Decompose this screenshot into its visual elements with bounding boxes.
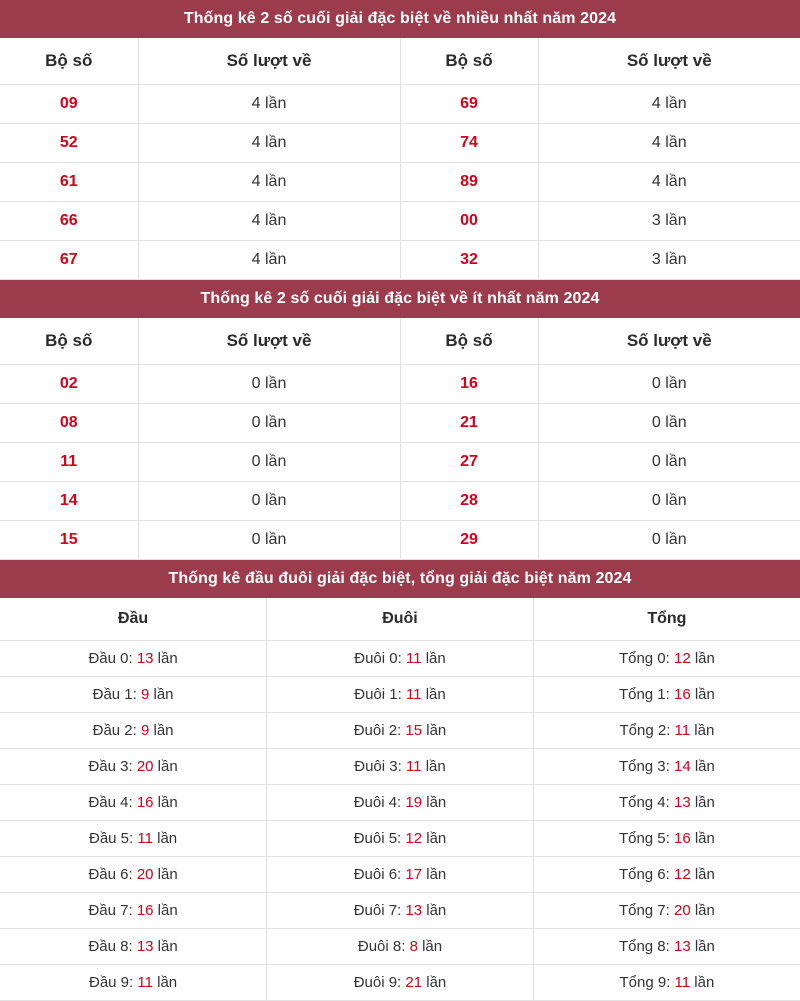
cell-count: 4 lần (538, 85, 800, 124)
stat-value: 11 (405, 758, 422, 775)
table-row (0, 713, 800, 749)
cell-stat (0, 857, 267, 893)
stat-value: 11 (674, 722, 691, 739)
table-row (0, 404, 800, 443)
cell-stat (0, 821, 267, 857)
column-header-boso-1: Bộ số (0, 38, 138, 85)
table-row (0, 443, 800, 482)
cell-stat (267, 641, 534, 677)
cell-stat (267, 677, 534, 713)
stat-label: Tổng 4: (618, 794, 674, 811)
stat-unit: lần (153, 902, 178, 919)
cell-number: 74 (400, 124, 538, 163)
table-row (0, 521, 800, 560)
stat-value: 8 (409, 938, 418, 955)
cell-stat (533, 641, 800, 677)
stat-label: Tổng 6: (618, 866, 674, 883)
stat-unit: lần (153, 866, 178, 883)
table-row (0, 749, 800, 785)
stat-value: 21 (405, 974, 423, 991)
table-most-frequent (0, 38, 800, 280)
cell-count: 4 lần (138, 202, 400, 241)
table-row (0, 677, 800, 713)
cell-stat (267, 713, 534, 749)
stat-value: 16 (136, 794, 154, 811)
section-header-least: Thống kê 2 số cuối giải đặc biệt về ít nhất năm 2024 (0, 280, 800, 318)
table-body-least (0, 365, 800, 560)
column-header-boso-2: Bộ số (400, 38, 538, 85)
column-header-dau: Đầu (0, 598, 267, 641)
cell-number: 52 (0, 124, 138, 163)
stat-label: Đầu 3: (88, 758, 137, 775)
stat-value: 13 (136, 650, 154, 667)
column-header-boso-1: Bộ số (0, 318, 138, 365)
cell-count: 3 lần (538, 241, 800, 280)
column-header-soluotve-1: Số lượt về (138, 38, 400, 85)
stat-label: Tổng 9: (619, 974, 675, 991)
cell-stat (533, 749, 800, 785)
cell-stat (533, 677, 800, 713)
cell-number: 89 (400, 163, 538, 202)
stat-label: Đầu 5: (89, 830, 138, 847)
table-row (0, 641, 800, 677)
column-header-soluotve-2: Số lượt về (538, 38, 800, 85)
cell-number: 66 (0, 202, 138, 241)
cell-stat (533, 893, 800, 929)
stat-label: Tổng 1: (618, 686, 674, 703)
stat-label: Đuôi 9: (353, 974, 406, 991)
cell-number: 00 (400, 202, 538, 241)
stat-label: Đầu 4: (88, 794, 137, 811)
stat-value: 19 (405, 794, 423, 811)
cell-count: 4 lần (538, 163, 800, 202)
cell-count: 4 lần (538, 124, 800, 163)
table-row (0, 785, 800, 821)
stat-unit: lần (690, 830, 715, 847)
stat-value: 20 (673, 902, 691, 919)
stat-value: 16 (673, 830, 691, 847)
stat-unit: lần (153, 650, 178, 667)
stat-value: 12 (673, 650, 691, 667)
cell-stat (0, 641, 267, 677)
cell-number: 32 (400, 241, 538, 280)
stat-value: 12 (673, 866, 691, 883)
stat-unit: lần (690, 974, 715, 991)
cell-count: 0 lần (538, 482, 800, 521)
cell-count: 0 lần (538, 521, 800, 560)
cell-stat (267, 929, 534, 965)
cell-count: 3 lần (538, 202, 800, 241)
cell-number: 69 (400, 85, 538, 124)
stat-value: 11 (674, 974, 691, 991)
stat-value: 13 (405, 902, 423, 919)
table-row (0, 929, 800, 965)
cell-stat (533, 857, 800, 893)
cell-count: 4 lần (138, 241, 400, 280)
table-head-tail-sum (0, 598, 800, 1001)
stat-label: Đuôi 8: (357, 938, 410, 955)
stat-unit: lần (149, 686, 174, 703)
stat-unit: lần (690, 758, 715, 775)
cell-count: 0 lần (138, 521, 400, 560)
cell-stat (0, 713, 267, 749)
cell-stat (0, 893, 267, 929)
stat-label: Đuôi 3: (354, 758, 406, 775)
stat-unit: lần (421, 686, 446, 703)
stat-label: Tổng 0: (618, 650, 674, 667)
stat-unit: lần (690, 866, 715, 883)
stat-value: 11 (405, 686, 422, 703)
stat-label: Tổng 8: (618, 938, 674, 955)
cell-stat (267, 821, 534, 857)
stat-label: Đầu 0: (88, 650, 137, 667)
cell-number: 61 (0, 163, 138, 202)
stat-label: Tổng 5: (618, 830, 674, 847)
cell-count: 0 lần (138, 443, 400, 482)
stat-value: 14 (673, 758, 691, 775)
cell-count: 0 lần (138, 482, 400, 521)
table-least-frequent (0, 318, 800, 560)
column-header-tong: Tổng (533, 598, 800, 641)
cell-stat (533, 929, 800, 965)
stat-label: Đuôi 5: (353, 830, 406, 847)
stat-value: 15 (405, 722, 423, 739)
cell-stat (267, 785, 534, 821)
stat-unit: lần (422, 974, 447, 991)
column-header-soluotve-1: Số lượt về (138, 318, 400, 365)
table-body-headtail (0, 641, 800, 1001)
cell-number: 27 (400, 443, 538, 482)
table-row (0, 857, 800, 893)
stat-value: 11 (405, 650, 422, 667)
stat-unit: lần (690, 650, 715, 667)
cell-stat (267, 857, 534, 893)
cell-stat (267, 893, 534, 929)
cell-count: 4 lần (138, 124, 400, 163)
column-header-duoi: Đuôi (267, 598, 534, 641)
cell-number: 14 (0, 482, 138, 521)
cell-stat (533, 785, 800, 821)
cell-number: 67 (0, 241, 138, 280)
stat-value: 13 (136, 938, 154, 955)
stat-unit: lần (690, 686, 715, 703)
stat-value: 12 (405, 830, 423, 847)
table-row (0, 482, 800, 521)
stat-unit: lần (690, 794, 715, 811)
stat-unit: lần (422, 794, 447, 811)
stat-label: Đầu 9: (89, 974, 138, 991)
table-row (0, 365, 800, 404)
stat-label: Đuôi 1: (354, 686, 406, 703)
stat-unit: lần (422, 866, 447, 883)
cell-number: 02 (0, 365, 138, 404)
cell-stat (533, 713, 800, 749)
cell-count: 4 lần (138, 85, 400, 124)
stat-value: 16 (673, 686, 691, 703)
stat-unit: lần (422, 902, 447, 919)
cell-stat (0, 785, 267, 821)
column-header-soluotve-2: Số lượt về (538, 318, 800, 365)
stat-label: Đuôi 0: (354, 650, 406, 667)
table-row (0, 163, 800, 202)
stat-unit: lần (153, 938, 178, 955)
stat-value: 13 (673, 794, 691, 811)
stat-unit: lần (417, 938, 443, 955)
cell-stat (0, 929, 267, 965)
table-row (0, 241, 800, 280)
cell-count: 0 lần (538, 443, 800, 482)
stat-label: Tổng 2: (619, 722, 675, 739)
stat-value: 11 (137, 830, 153, 847)
cell-number: 21 (400, 404, 538, 443)
section-header-most: Thống kê 2 số cuối giải đặc biệt về nhiều nhất năm 2024 (0, 0, 800, 38)
stat-unit: lần (421, 650, 446, 667)
stat-label: Đuôi 6: (353, 866, 406, 883)
stat-unit: lần (149, 722, 174, 739)
stat-label: Đầu 7: (88, 902, 137, 919)
stat-unit: lần (422, 830, 447, 847)
stat-unit: lần (690, 722, 715, 739)
cell-count: 0 lần (138, 365, 400, 404)
stat-value: 20 (136, 866, 154, 883)
cell-stat (0, 677, 267, 713)
stat-value: 20 (136, 758, 154, 775)
stat-label: Đầu 2: (92, 722, 141, 739)
cell-stat (533, 821, 800, 857)
stat-label: Đuôi 2: (353, 722, 406, 739)
cell-number: 28 (400, 482, 538, 521)
stat-label: Đầu 1: (92, 686, 141, 703)
table-header-row (0, 318, 800, 365)
stat-unit: lần (152, 830, 178, 847)
cell-count: 0 lần (538, 365, 800, 404)
stat-value: 13 (673, 938, 691, 955)
stat-value: 9 (141, 686, 150, 703)
table-header-row (0, 598, 800, 641)
stat-label: Đầu 6: (88, 866, 137, 883)
cell-number: 29 (400, 521, 538, 560)
stat-label: Tổng 7: (618, 902, 674, 919)
stat-unit: lần (153, 794, 178, 811)
cell-number: 09 (0, 85, 138, 124)
table-row (0, 124, 800, 163)
cell-count: 0 lần (138, 404, 400, 443)
table-row (0, 85, 800, 124)
table-body-most (0, 85, 800, 280)
stat-label: Đuôi 7: (353, 902, 406, 919)
stat-unit: lần (690, 938, 715, 955)
stat-unit: lần (153, 758, 178, 775)
stat-value: 11 (137, 974, 153, 991)
table-header-row (0, 38, 800, 85)
stat-value: 9 (141, 722, 150, 739)
stat-unit: lần (422, 722, 447, 739)
stat-unit: lần (690, 902, 715, 919)
cell-number: 08 (0, 404, 138, 443)
table-row (0, 202, 800, 241)
cell-stat (0, 749, 267, 785)
cell-number: 15 (0, 521, 138, 560)
stat-unit: lần (421, 758, 446, 775)
table-row (0, 893, 800, 929)
cell-number: 16 (400, 365, 538, 404)
stat-value: 17 (405, 866, 423, 883)
stat-value: 16 (136, 902, 154, 919)
cell-number: 11 (0, 443, 138, 482)
column-header-boso-2: Bộ số (400, 318, 538, 365)
cell-count: 0 lần (538, 404, 800, 443)
stat-label: Tổng 3: (618, 758, 674, 775)
stat-label: Đuôi 4: (353, 794, 406, 811)
cell-stat (267, 749, 534, 785)
stat-label: Đầu 8: (88, 938, 137, 955)
stat-unit: lần (152, 974, 178, 991)
section-header-headtail: Thống kê đầu đuôi giải đặc biệt, tổng giải đặc biệt năm 2024 (0, 560, 800, 598)
cell-count: 4 lần (138, 163, 400, 202)
table-row (0, 821, 800, 857)
